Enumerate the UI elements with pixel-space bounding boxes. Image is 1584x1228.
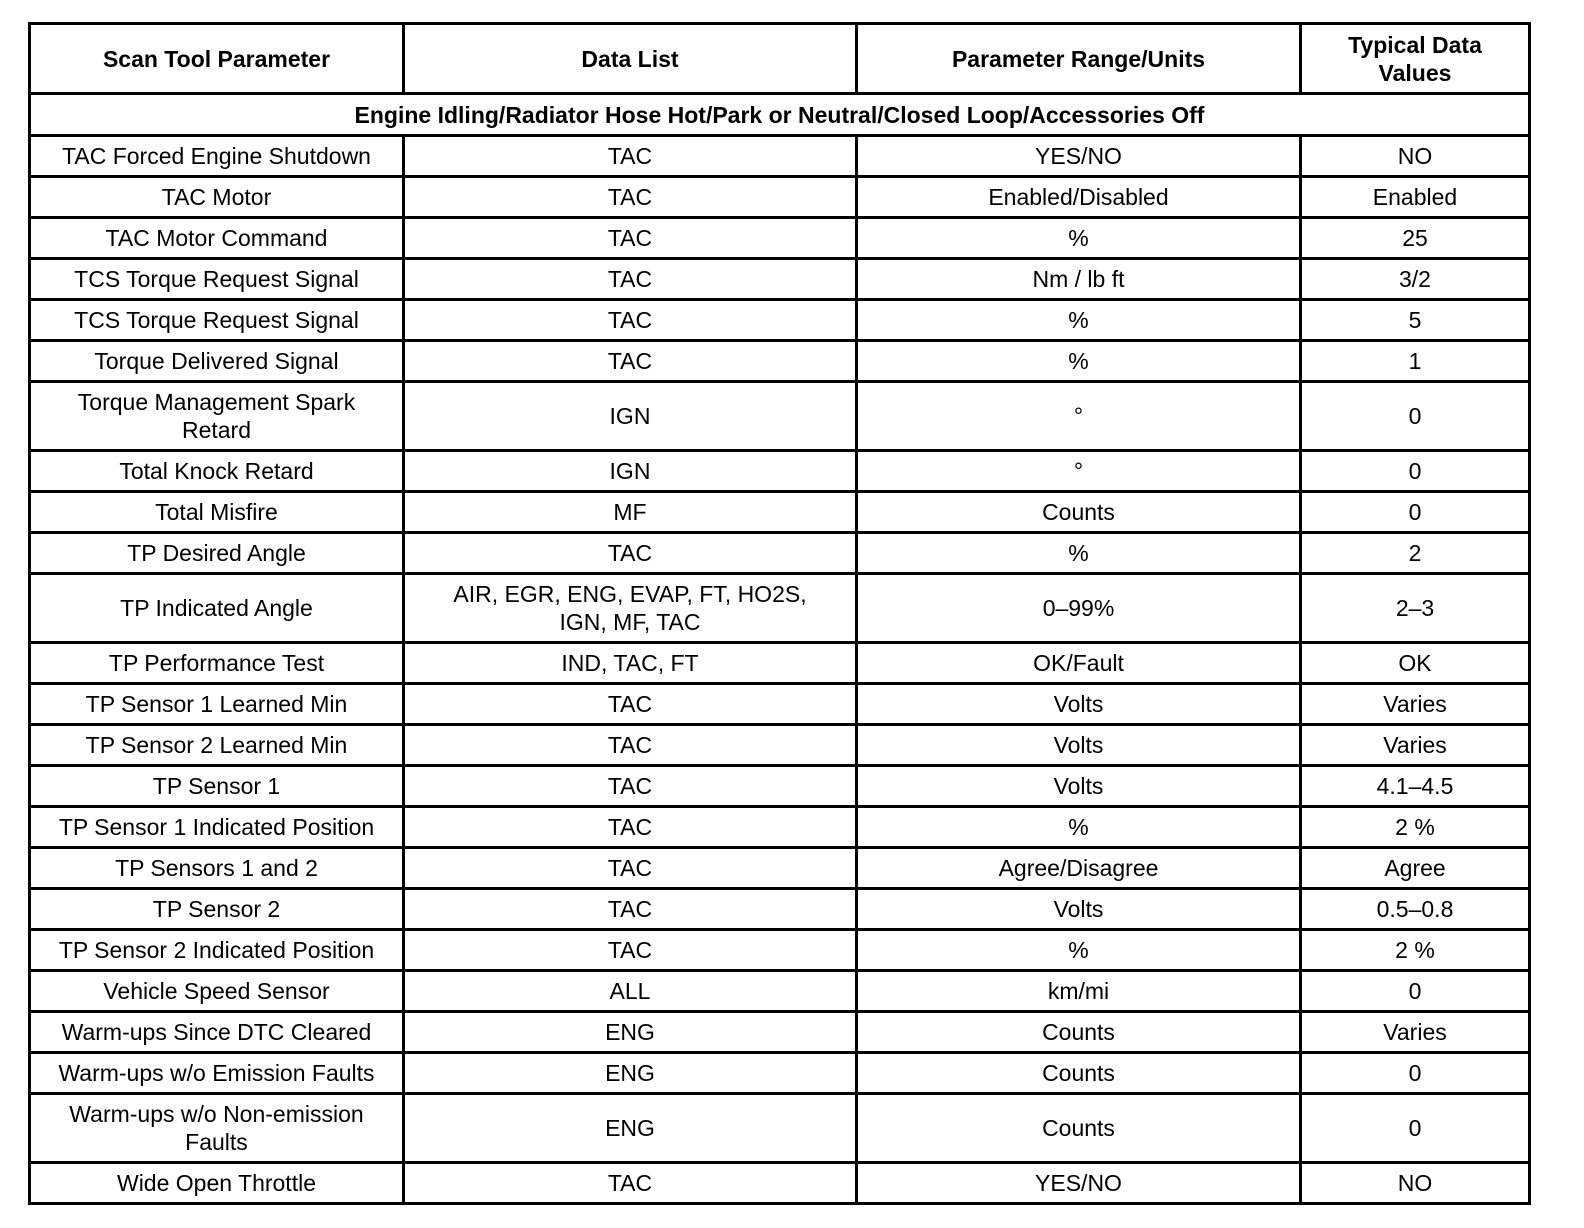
- header-parameter-range-units: Parameter Range/Units: [857, 24, 1301, 94]
- cell-typical-value: Varies: [1301, 725, 1530, 766]
- cell-data-list: TAC: [404, 725, 857, 766]
- cell-data-list: TAC: [404, 848, 857, 889]
- cell-typical-value: OK: [1301, 643, 1530, 684]
- cell-parameter: TP Sensor 2 Learned Min: [30, 725, 404, 766]
- cell-range-units: Nm / lb ft: [857, 259, 1301, 300]
- cell-parameter: TP Performance Test: [30, 643, 404, 684]
- cell-typical-value: 0: [1301, 492, 1530, 533]
- scan-tool-data-sheet: [28, 22, 1528, 1205]
- cell-typical-value: NO: [1301, 136, 1530, 177]
- table-row: [30, 1012, 1530, 1053]
- cell-data-list: TAC: [404, 684, 857, 725]
- cell-typical-value: 2 %: [1301, 930, 1530, 971]
- cell-range-units: Volts: [857, 766, 1301, 807]
- cell-data-list: TAC: [404, 136, 857, 177]
- table-row: [30, 643, 1530, 684]
- cell-parameter: TP Sensors 1 and 2: [30, 848, 404, 889]
- cell-typical-value: 25: [1301, 218, 1530, 259]
- table-row: [30, 807, 1530, 848]
- table-row: [30, 177, 1530, 218]
- table-row: [30, 971, 1530, 1012]
- cell-parameter: TAC Forced Engine Shutdown: [30, 136, 404, 177]
- cell-parameter: TP Indicated Angle: [30, 574, 404, 643]
- cell-data-list: TAC: [404, 889, 857, 930]
- cell-parameter: TCS Torque Request Signal: [30, 259, 404, 300]
- cell-data-list: TAC: [404, 766, 857, 807]
- cell-range-units: %: [857, 533, 1301, 574]
- cell-typical-value: Varies: [1301, 684, 1530, 725]
- cell-range-units: %: [857, 807, 1301, 848]
- cell-parameter: TAC Motor Command: [30, 218, 404, 259]
- cell-range-units: Counts: [857, 1053, 1301, 1094]
- cell-parameter: Total Misfire: [30, 492, 404, 533]
- cell-range-units: %: [857, 930, 1301, 971]
- table-row: [30, 451, 1530, 492]
- cell-parameter: Warm-ups w/o Non-emission Faults: [30, 1094, 404, 1163]
- cell-range-units: km/mi: [857, 971, 1301, 1012]
- cell-typical-value: 4.1–4.5: [1301, 766, 1530, 807]
- cell-data-list: TAC: [404, 218, 857, 259]
- cell-typical-value: 2: [1301, 533, 1530, 574]
- cell-data-list: ENG: [404, 1094, 857, 1163]
- cell-data-list: TAC: [404, 807, 857, 848]
- table-row: [30, 300, 1530, 341]
- cell-data-list: TAC: [404, 341, 857, 382]
- cell-typical-value: 0: [1301, 1094, 1530, 1163]
- cell-parameter: Warm-ups Since DTC Cleared: [30, 1012, 404, 1053]
- cell-range-units: %: [857, 300, 1301, 341]
- table-row: [30, 259, 1530, 300]
- cell-data-list: IND, TAC, FT: [404, 643, 857, 684]
- cell-data-list: ENG: [404, 1053, 857, 1094]
- cell-data-list: ALL: [404, 971, 857, 1012]
- table-row: [30, 684, 1530, 725]
- table-row: [30, 136, 1530, 177]
- cell-range-units: °: [857, 382, 1301, 451]
- cell-data-list: TAC: [404, 930, 857, 971]
- cell-parameter: Torque Delivered Signal: [30, 341, 404, 382]
- cell-range-units: Volts: [857, 889, 1301, 930]
- cell-range-units: Counts: [857, 1094, 1301, 1163]
- cell-typical-value: 2 %: [1301, 807, 1530, 848]
- cell-typical-value: Enabled: [1301, 177, 1530, 218]
- cell-typical-value: Varies: [1301, 1012, 1530, 1053]
- section-title: Engine Idling/Radiator Hose Hot/Park or Neutral/Closed Loop/Accessories Off: [30, 94, 1530, 136]
- table-row: [30, 930, 1530, 971]
- cell-parameter: Wide Open Throttle: [30, 1163, 404, 1204]
- cell-parameter: TP Sensor 2 Indicated Position: [30, 930, 404, 971]
- table-row: [30, 766, 1530, 807]
- cell-typical-value: 1: [1301, 341, 1530, 382]
- cell-range-units: °: [857, 451, 1301, 492]
- cell-range-units: Counts: [857, 492, 1301, 533]
- cell-typical-value: 0: [1301, 1053, 1530, 1094]
- table-row: [30, 1094, 1530, 1163]
- cell-data-list: IGN: [404, 382, 857, 451]
- cell-data-list: TAC: [404, 533, 857, 574]
- cell-parameter: TCS Torque Request Signal: [30, 300, 404, 341]
- cell-range-units: 0–99%: [857, 574, 1301, 643]
- header-data-list: Data List: [404, 24, 857, 94]
- cell-data-list: IGN: [404, 451, 857, 492]
- cell-data-list: MF: [404, 492, 857, 533]
- cell-typical-value: Agree: [1301, 848, 1530, 889]
- cell-typical-value: 0: [1301, 382, 1530, 451]
- table-row: [30, 492, 1530, 533]
- section-row: [30, 94, 1530, 136]
- cell-parameter: TP Sensor 1: [30, 766, 404, 807]
- cell-data-list: AIR, EGR, ENG, EVAP, FT, HO2S, IGN, MF, TAC: [404, 574, 857, 643]
- cell-typical-value: 0: [1301, 451, 1530, 492]
- cell-typical-value: NO: [1301, 1163, 1530, 1204]
- table-row: [30, 848, 1530, 889]
- table-row: [30, 341, 1530, 382]
- cell-range-units: %: [857, 341, 1301, 382]
- cell-parameter: Total Knock Retard: [30, 451, 404, 492]
- cell-range-units: Volts: [857, 725, 1301, 766]
- cell-range-units: Volts: [857, 684, 1301, 725]
- cell-parameter: TAC Motor: [30, 177, 404, 218]
- cell-typical-value: 0: [1301, 971, 1530, 1012]
- header-scan-tool-parameter: Scan Tool Parameter: [30, 24, 404, 94]
- cell-range-units: YES/NO: [857, 1163, 1301, 1204]
- scan-tool-data-table: [28, 22, 1531, 1205]
- cell-range-units: Enabled/Disabled: [857, 177, 1301, 218]
- cell-parameter: TP Sensor 1 Learned Min: [30, 684, 404, 725]
- table-row: [30, 382, 1530, 451]
- cell-typical-value: 3/2: [1301, 259, 1530, 300]
- table-row: [30, 1053, 1530, 1094]
- cell-data-list: ENG: [404, 1012, 857, 1053]
- cell-parameter: TP Sensor 1 Indicated Position: [30, 807, 404, 848]
- cell-data-list: TAC: [404, 177, 857, 218]
- cell-data-list: TAC: [404, 1163, 857, 1204]
- cell-range-units: OK/Fault: [857, 643, 1301, 684]
- table-row: [30, 533, 1530, 574]
- table-row: [30, 889, 1530, 930]
- cell-parameter: Warm-ups w/o Emission Faults: [30, 1053, 404, 1094]
- cell-range-units: Agree/Disagree: [857, 848, 1301, 889]
- header-row: [30, 24, 1530, 94]
- cell-range-units: YES/NO: [857, 136, 1301, 177]
- table-row: [30, 725, 1530, 766]
- cell-typical-value: 5: [1301, 300, 1530, 341]
- cell-data-list: TAC: [404, 259, 857, 300]
- cell-typical-value: 0.5–0.8: [1301, 889, 1530, 930]
- cell-typical-value: 2–3: [1301, 574, 1530, 643]
- cell-parameter: TP Sensor 2: [30, 889, 404, 930]
- cell-parameter: Torque Management Spark Retard: [30, 382, 404, 451]
- table-row: [30, 218, 1530, 259]
- table-row: [30, 1163, 1530, 1204]
- cell-range-units: Counts: [857, 1012, 1301, 1053]
- table-row: [30, 574, 1530, 643]
- header-typical-data-values: Typical Data Values: [1301, 24, 1530, 94]
- cell-parameter: Vehicle Speed Sensor: [30, 971, 404, 1012]
- cell-range-units: %: [857, 218, 1301, 259]
- cell-data-list: TAC: [404, 300, 857, 341]
- cell-parameter: TP Desired Angle: [30, 533, 404, 574]
